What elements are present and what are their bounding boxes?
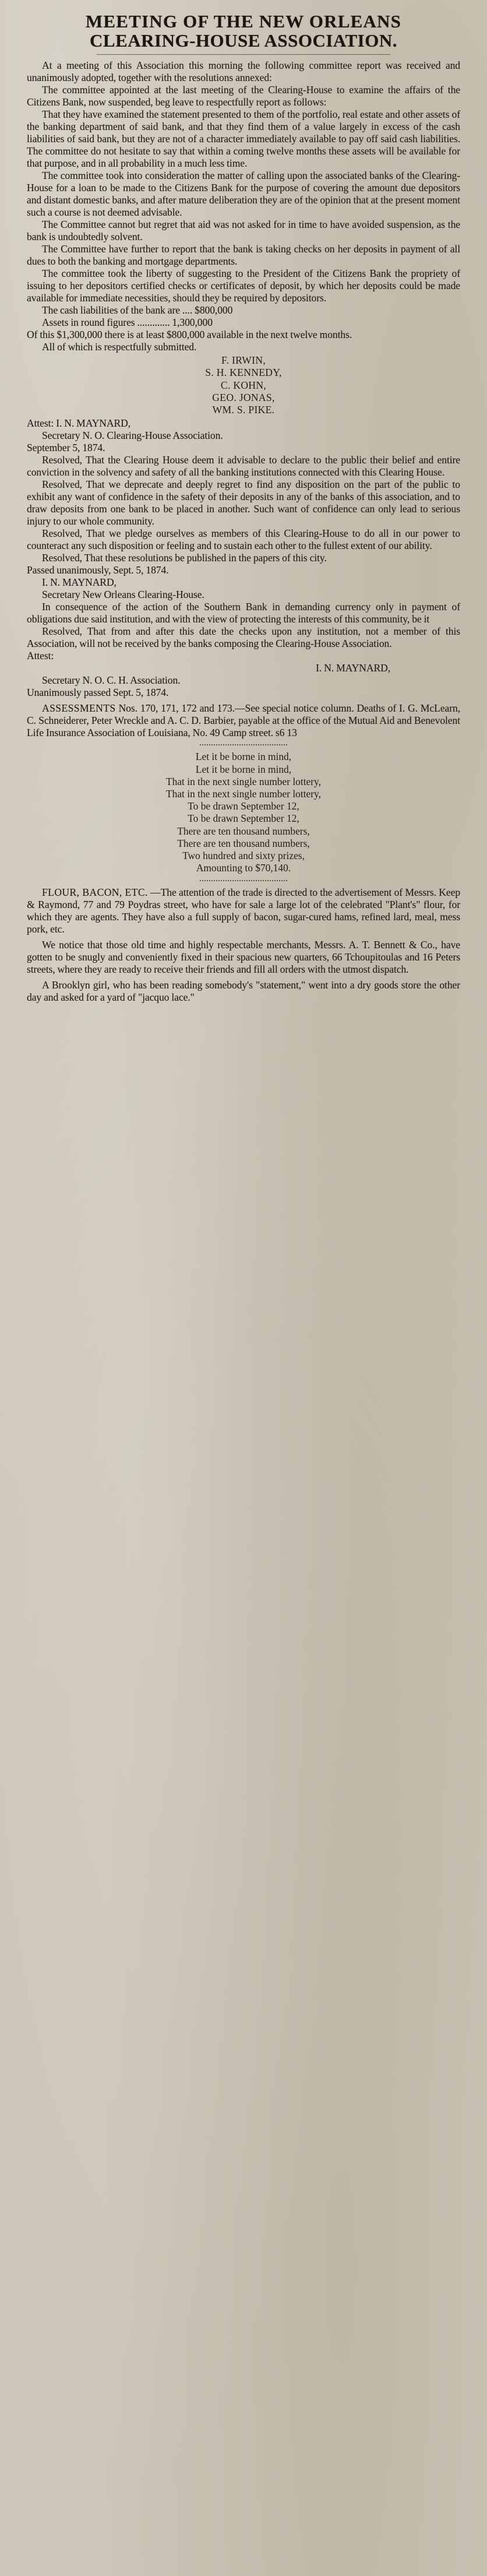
submission-line: All of which is respectfully submitted.	[42, 341, 197, 353]
flour-item	[27, 886, 460, 935]
signature-2-title: Secretary New Orleans Clearing-House.	[42, 589, 204, 601]
verse-line-8: There are ten thousand numbers,	[177, 837, 310, 849]
divider-rule	[97, 54, 390, 55]
verse-line-3: That in the next single number lottery,	[166, 775, 321, 787]
divider-dotted	[200, 744, 287, 745]
verse-line-1: Let it be borne in mind,	[195, 751, 292, 763]
flour-text: —The attention of the trade is directed to the advertisement of Messrs. Keep & Raymond, 77 and 79 Poydras street, who have for sale a large lot of the celebrated "Plant's" flour, for which they are agents. They have also a full supply of bacon, sugar-cured hams, refined lard, meal, mess pork, etc.	[27, 886, 461, 935]
verse-line-5: To be drawn September 12,	[188, 800, 299, 812]
paragraph-intro: At a meeting of this Association this morning the following committee report was received and unanimously adopted, together with the resolutions annexed:	[27, 59, 460, 83]
passed-line: Passed unanimously, Sept. 5, 1874.	[27, 564, 169, 576]
attest-title-1: Secretary N. O. Clearing-House Association.	[42, 429, 223, 441]
signer-4: GEO. JONAS,	[212, 391, 275, 403]
liabilities-value-assets: 1,300,000	[172, 316, 213, 329]
closing-paragraph-1: In consequence of the action of the Southern Bank in demanding currency only in payment of obligations due said institution, and with the view of protecting the interests of this community, be it	[27, 601, 460, 625]
verse-line-10: Amounting to $70,140.	[196, 862, 291, 874]
signer-3: C. KOHN,	[220, 379, 267, 391]
assessments-lead: ASSESSMENTS	[42, 702, 116, 715]
attest-line-1: Attest: I. N. MAYNARD,	[27, 417, 131, 429]
paragraph-checks-on-deposits: The Committee have further to report that the bank is taking checks on her deposits in payment of all dues to both the banking and mortgage departments.	[27, 243, 460, 268]
headline-line-2: CLEARING-HOUSE ASSOCIATION.	[90, 30, 397, 51]
signer-2: S. H. KENNEDY,	[205, 367, 282, 379]
signature-2-name: I. N. MAYNARD,	[42, 576, 117, 589]
liabilities-label-cash: The cash liabilities of the bank are	[42, 304, 180, 316]
assessments-text: Nos. 170, 171, 172 and 173.—See special notice column. Deaths of I. G. McLearn, C. Schneiderer, Peter Wreckle and A. C. D. Barbier, payable at the office of the Mutual Aid and Benevolent Life Insurance Association of Louisiana, No. 49 Camp street.	[27, 702, 460, 739]
liabilities-note: Of this $1,300,000 there is at least $800,000 available in the next twelve months.	[27, 329, 352, 341]
merchants-item: We notice that those old time and highly respectable merchants, Messrs. A. T. Bennett & Co., have gotten to be snugly and conveniently fixed in their spacious new quarters, 66 Tchoupitoulas and 16 Peters streets, where they are ready to receive their friends and fill all orders with the utmost dispatch.	[27, 938, 460, 975]
signer-1: F. IRWIN,	[221, 354, 266, 367]
attest-line-2	[27, 650, 460, 674]
resolution-1-text: Resolved, That the Clearing House deem it advisable to declare to the public their belief and entire conviction in the solvency and safety of all the banking institutions connected with this Clearing House.	[27, 453, 460, 478]
signer-5: WM. S. PIKE.	[212, 403, 275, 416]
signers-list	[27, 354, 460, 416]
paragraph-committee-appointed: The committee appointed at the last meeting of the Clearing-House to examine the affairs of the Citizens Bank, now suspended, beg leave to respectfully report as follows:	[27, 83, 460, 108]
assessments-item	[27, 702, 460, 739]
brooklyn-item: A Brooklyn girl, who has been reading somebody's "statement," went into a dry goods store the other day and asked for a yard of "jacquo lace."	[27, 979, 460, 1003]
flour-lead: FLOUR, BACON, ETC.	[42, 886, 148, 898]
attest-title-2: Secretary N. O. C. H. Association.	[42, 674, 181, 687]
dot-leader: .............	[137, 316, 172, 329]
dot-leader: ....	[182, 304, 195, 316]
lottery-verse	[27, 751, 460, 874]
attest-label-2: Attest:	[27, 650, 54, 662]
verse-line-9: Two hundred and sixty prizes,	[182, 850, 305, 862]
paragraph-certified-checks: The committee took the liberty of suggesting to the President of the Citizens Bank the propriety of issuing to her depositors certified checks or certificates of deposit, by which her deposits could be made available for immediate necessities, should they be required by depositors.	[27, 268, 460, 304]
verse-line-6: To be drawn September 12,	[188, 812, 299, 825]
headline-line-1: MEETING OF THE NEW ORLEANS	[85, 11, 402, 31]
liabilities-line-cash	[27, 304, 460, 316]
liabilities-value-cash: $800,000	[195, 304, 233, 316]
resolution-4: Resolved, That these resolutions be published in the papers of this city.	[42, 552, 327, 564]
newspaper-column	[27, 12, 460, 1004]
attest-date-1: September 5, 1874.	[27, 441, 105, 453]
assessments-ref: s6 13	[276, 727, 297, 739]
page-title	[27, 12, 460, 51]
liabilities-line-assets	[27, 316, 460, 329]
closing-paragraph-2: Resolved, That from and after this date the checks upon any institution, not a member of this Association, will not be received by the banks composing the Clearing-House Association.	[27, 625, 460, 650]
resolution-3: Resolved, That we pledge ourselves as members of this Clearing-House to do all in our power to counteract any such disposition or feeling and to sustain each other to the fullest extent of our ability.	[27, 527, 460, 552]
verse-line-7: There are ten thousand numbers,	[177, 825, 310, 837]
divider-dotted-2	[200, 880, 287, 881]
paragraph-examined-statement: That they have examined the statement presented to them of the portfolio, real estate and other assets of the banking department of said bank, and that they find them of a value largely in excess of the cash liabilities of said bank, but they are not of a character immediately available to pay off said cash liabilities. The committee do not hesitate to say that within a coming twelve months these assets will be available for that purpose, and in all probability in a much less time.	[27, 108, 460, 170]
paragraph-regret-aid: The Committee cannot but regret that aid was not asked for in time to have avoided suspension, as the bank is undoubtedly solvent.	[27, 219, 460, 243]
liabilities-label-assets: Assets in round figures	[42, 316, 135, 329]
resolution-2: Resolved, That we deprecate and deeply regret to find any disposition on the part of the public to exhibit any want of confidence in the safety of their deposits in any of the banks of this association, and to draw deposits from one bank to be placed in another. Such want of confidence can only lead to serious injury to our whole community.	[27, 478, 460, 527]
attest-passed-2: Unanimously passed Sept. 5, 1874.	[27, 687, 169, 699]
verse-line-4: That in the next single number lottery,	[166, 787, 321, 800]
paragraph-loan-consideration: The committee took into consideration the matter of calling upon the associated banks of the Clearing-House for a loan to be made to the Citizens Bank for the purpose of covering the amount due depositors and distant domestic banks, and after mature deliberation they are of the opinion that at the present moment such a course is not deemed advisable.	[27, 170, 460, 219]
attest-name-2: I. N. MAYNARD,	[316, 662, 390, 674]
resolution-1	[27, 454, 460, 478]
verse-line-2: Let it be borne in mind,	[195, 763, 292, 775]
